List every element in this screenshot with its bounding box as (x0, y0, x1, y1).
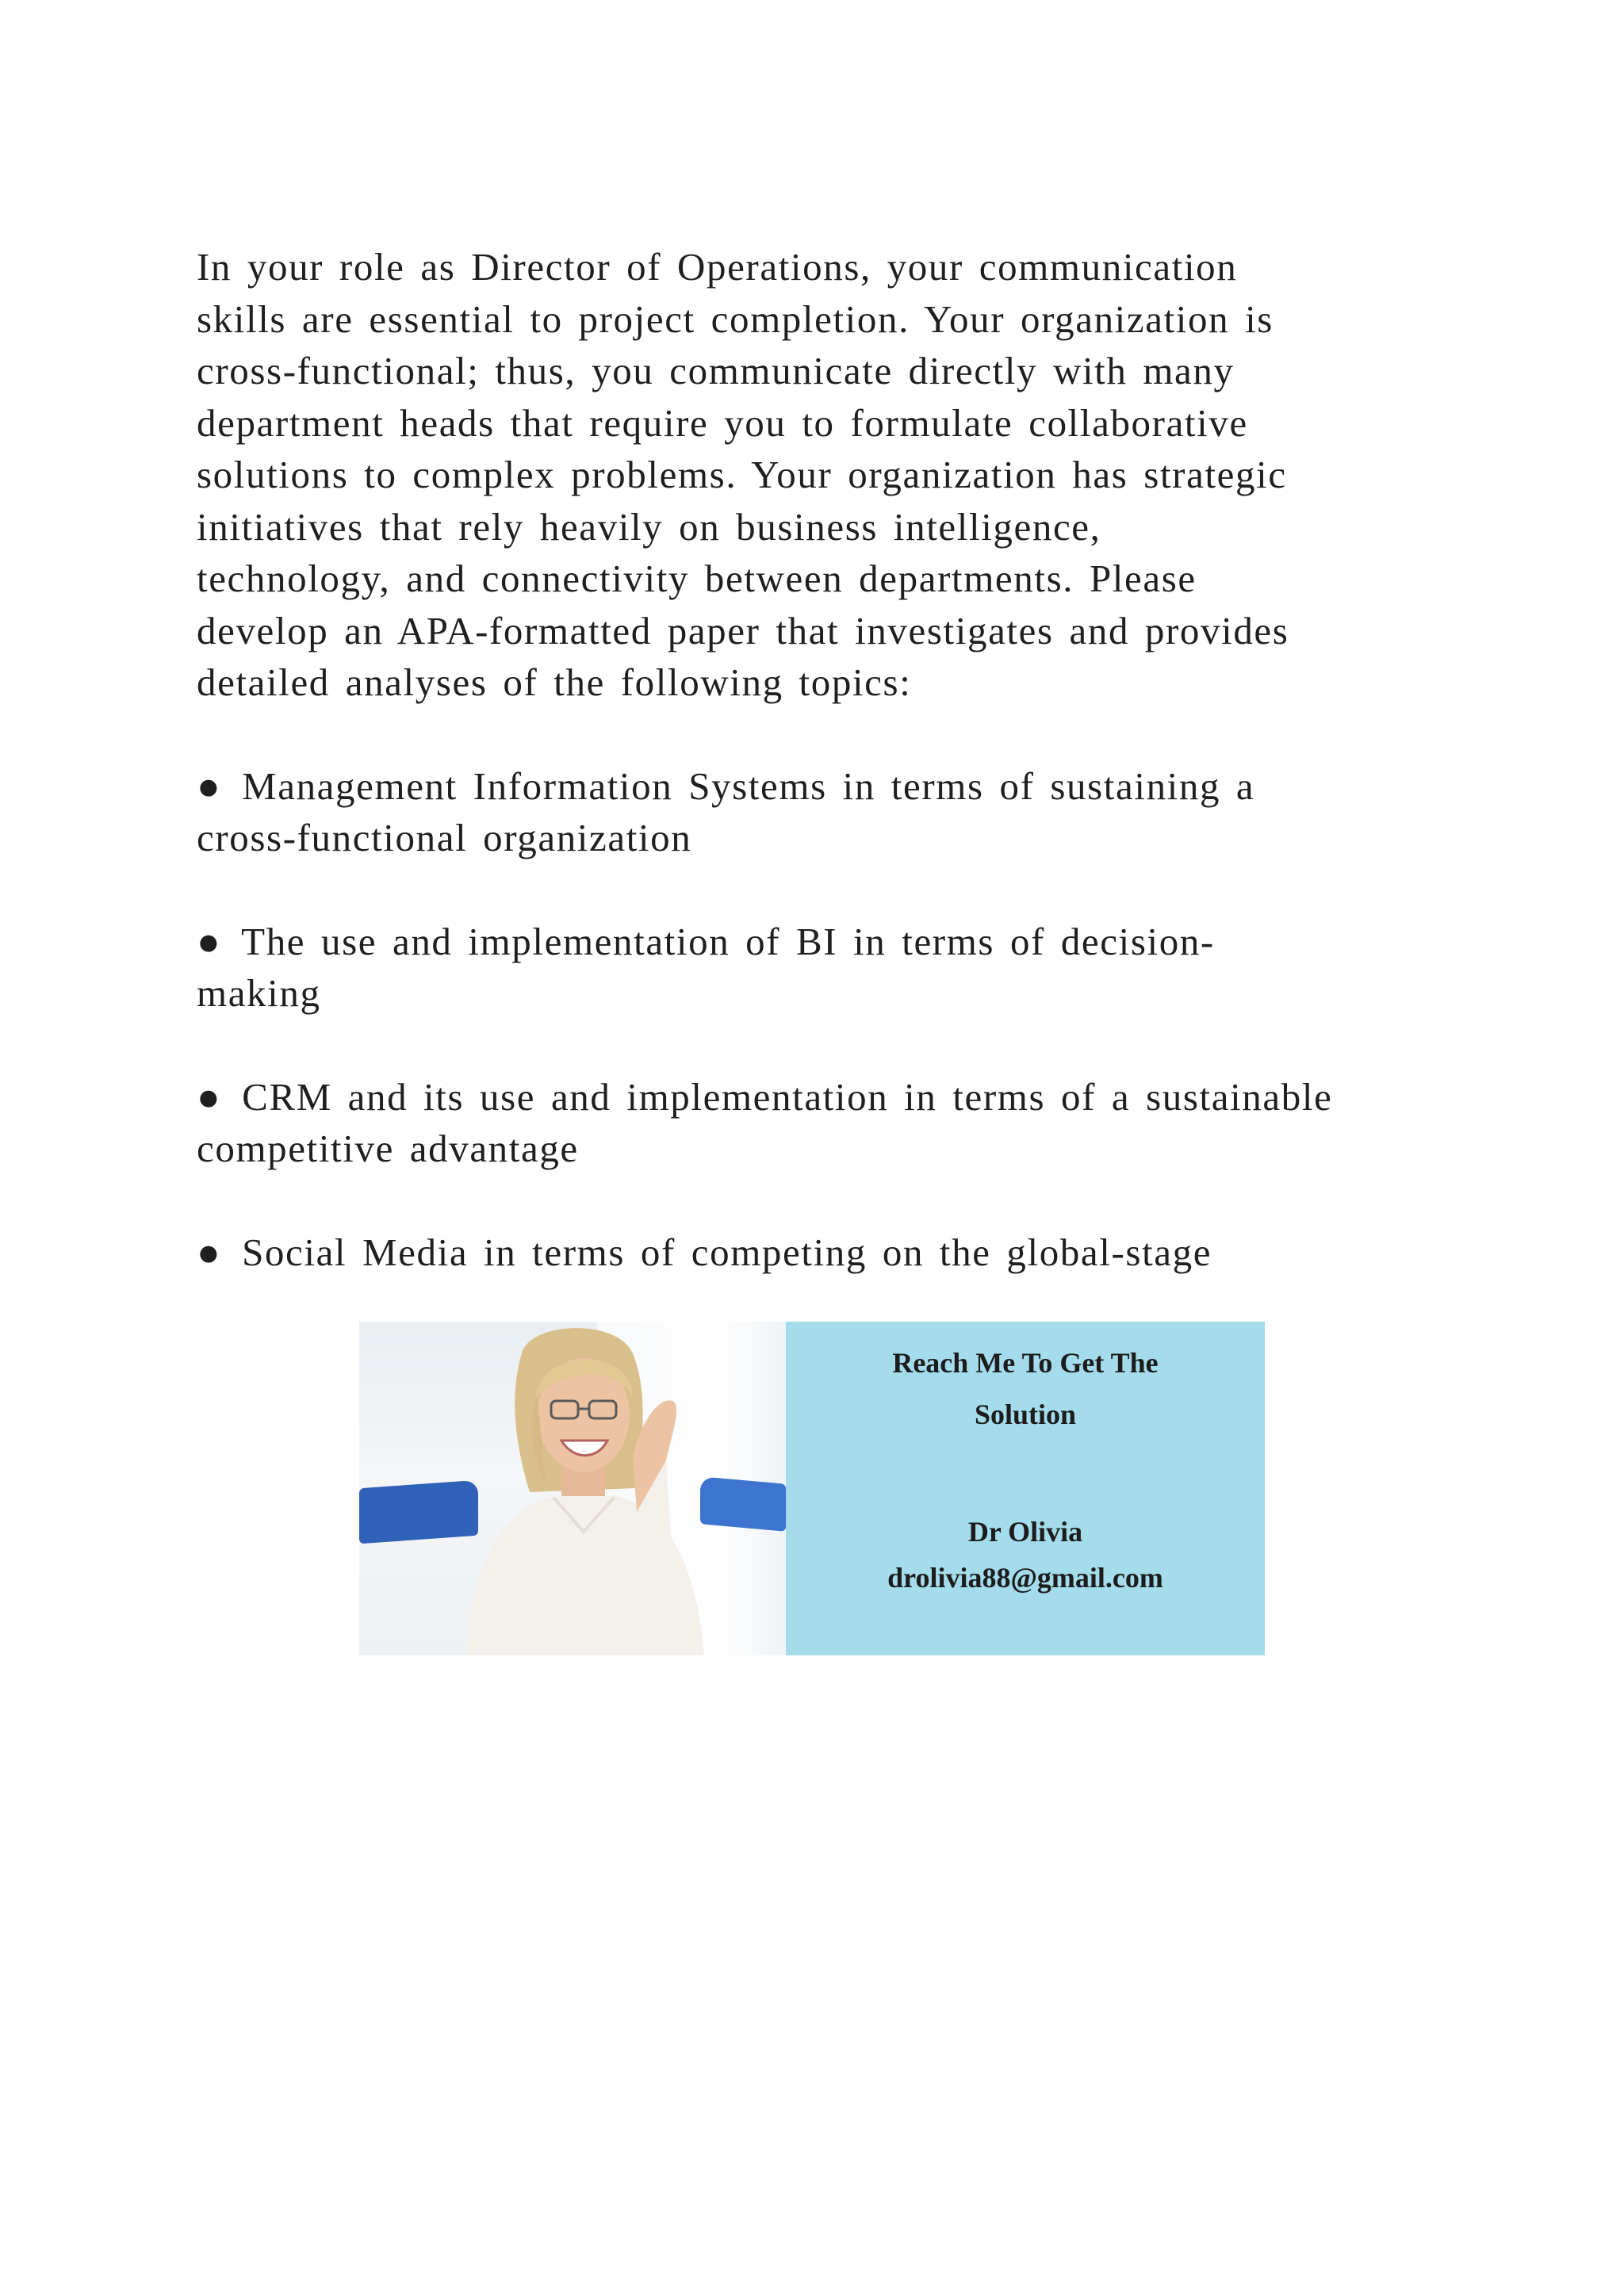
contact-banner (359, 1322, 1265, 1655)
bullet-text-continued: competitive advantage (197, 1127, 579, 1170)
intro-line: solutions to complex problems. Your organization has strategic (197, 453, 1287, 496)
intro-line: initiatives that rely heavily on business intelligence, (197, 504, 1101, 549)
contact-name: Dr Olivia (967, 1516, 1083, 1548)
intro-paragraph (197, 241, 1434, 709)
intro-line: technology, and connectivity between departments. Please (197, 557, 1197, 600)
banner-heading-line-2: Solution (974, 1399, 1077, 1430)
intro-line: In your role as Director of Operations, your communication (197, 245, 1238, 289)
contact-email: drolivia88@gmail.com (887, 1562, 1163, 1594)
intro-line: detailed analyses of the following topics: (197, 660, 912, 704)
bullet-item-crm (197, 1071, 1434, 1175)
bullet-text: Management Information Systems in terms of sustaining a (242, 763, 1255, 808)
intro-line: department heads that require you to formulate collaborative (197, 400, 1248, 445)
document-body (197, 241, 1434, 1278)
bullet-item-bi (197, 916, 1434, 1020)
bullet-item-mis (197, 760, 1434, 864)
contact-info-panel (786, 1322, 1265, 1655)
intro-line: skills are essential to project completion. Your organization is (197, 297, 1274, 341)
banner-heading-line-1: Reach Me To Get The (892, 1347, 1159, 1379)
intro-line: cross-functional; thus, you communicate directly with many (197, 349, 1235, 392)
bullet-icon: ● (197, 919, 222, 963)
bullet-icon: ● (197, 1074, 222, 1119)
bullet-icon: ● (197, 1230, 222, 1274)
bullet-text: Social Media in terms of competing on the global-stage (242, 1230, 1212, 1274)
woman-with-glasses-icon (435, 1322, 720, 1655)
bullet-icon: ● (197, 763, 222, 808)
smiling-woman-photo (359, 1322, 786, 1655)
bullet-text: CRM and its use and implementation in terms of a sustainable (242, 1074, 1333, 1119)
bullet-text-continued: cross-functional organization (197, 816, 692, 859)
bullet-text-continued: making (197, 971, 321, 1015)
bullet-item-social-media (197, 1226, 1434, 1279)
bullet-text: The use and implementation of BI in terms of decision- (241, 919, 1215, 963)
intro-line: develop an APA-formatted paper that investigates and provides (197, 608, 1289, 652)
